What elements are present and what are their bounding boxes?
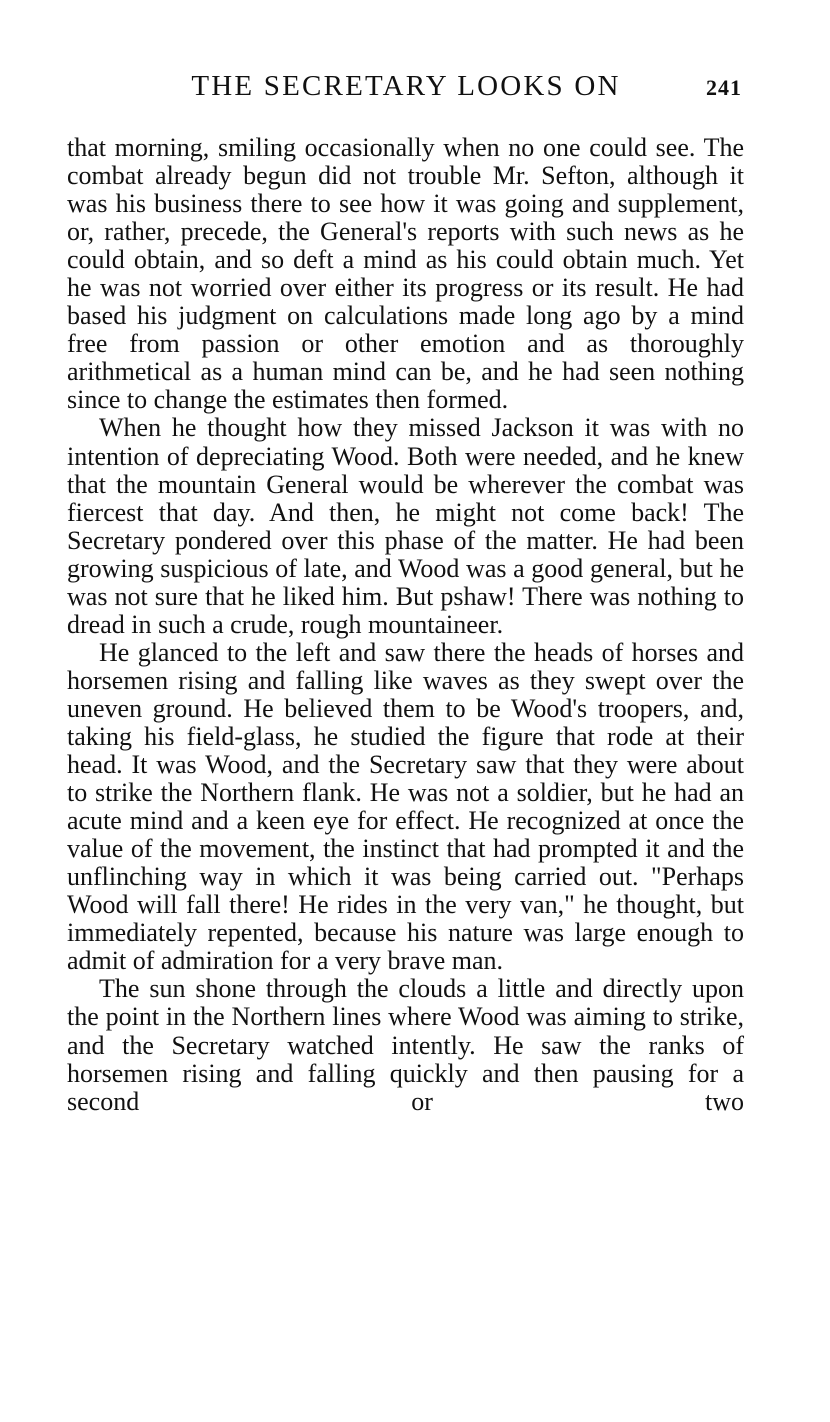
paragraph-2: When he thought how they missed Jackson it was with no intention of depreciating Wood. Both were needed, and he knew that the mountain General would be wherever the combat was fiercest that day. And then, he might not come back! The Secretary pondered over this phase of the matter. He had been growing suspicious of late, and Wood was a good general, but he was not sure that he liked him. But pshaw! There was nothing to dread in such a crude, rough mountaineer. bbox=[67, 413, 744, 639]
paragraph-4: The sun shone through the clouds a little and directly upon the point in the Northern lines where Wood was aiming to strike, and the Secretary watched intently. He saw the ranks of horsemen rising and falling quickly and then pausing for a second or two bbox=[67, 974, 744, 1116]
body-text bbox=[67, 134, 744, 1116]
running-title: THE SECRETARY LOOKS ON bbox=[191, 70, 621, 102]
page-number: 241 bbox=[706, 75, 742, 100]
paragraph-3: He glanced to the left and saw there the heads of horses and horsemen rising and falling like waves as they swept over the uneven ground. He believed them to be Wood's troopers, and, taking his field-glass, he studied the figure that rode at their head. It was Wood, and the Secretary saw that they were about to strike the Northern flank. He was not a soldier, but he had an acute mind and a keen eye for effect. He recognized at once the value of the movement, the instinct that had prompted it and the unflinching way in which it was being carried out. "Perhaps Wood will fall there! He rides in the very van," he thought, but immediately repented, because his nature was large enough to admit of admiration for a very brave man. bbox=[67, 637, 744, 976]
paragraph-1: that morning, smiling occasionally when no one could see. The combat already begun did not trouble Mr. Sefton, although it was his business there to see how it was going and supplement, or, rather, precede, the General's reports with such news as he could obtain, and so deft a mind as his could obtain much. Yet he was not worried over either its progress or its result. He had based his judgment on calculations made long ago by a mind free from passion or other emotion and as thoroughly arithmetical as a human mind can be, and he had seen nothing since to change the estimates then formed. bbox=[67, 133, 744, 415]
running-head bbox=[66, 66, 746, 106]
